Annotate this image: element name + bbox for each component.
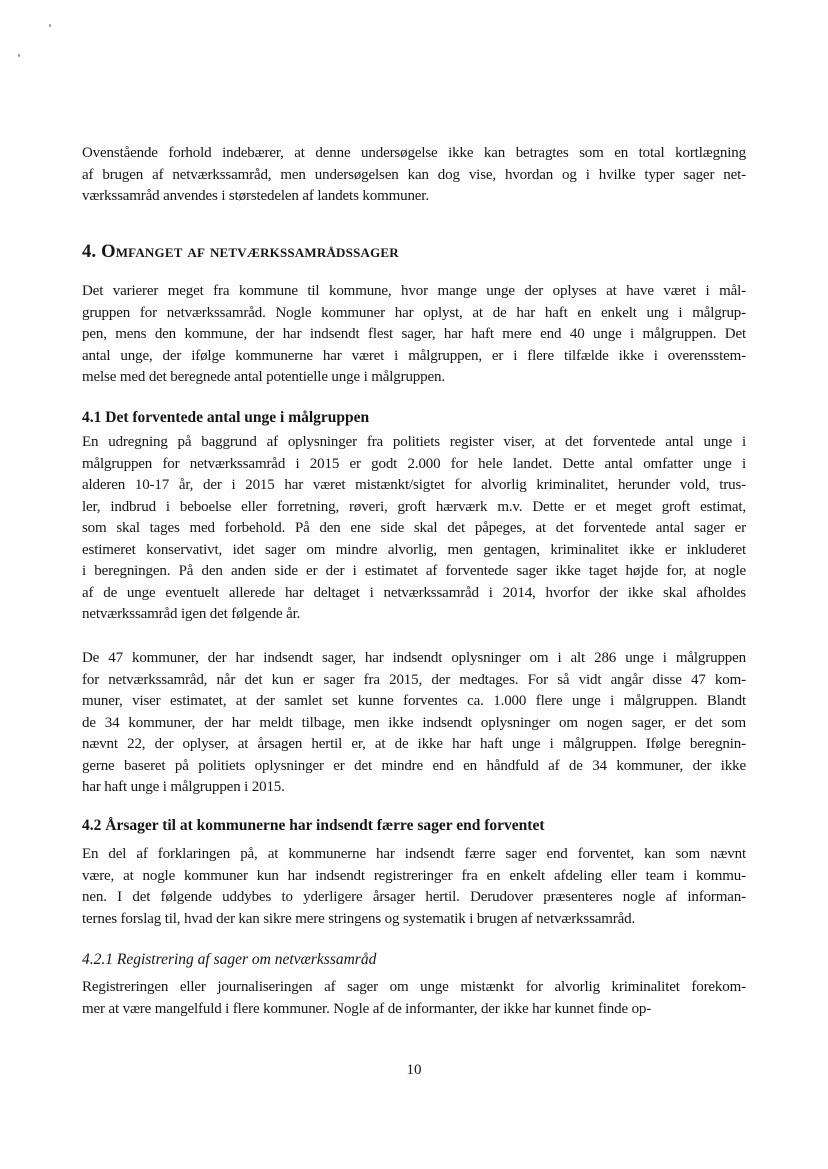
text-line: ler, indbrud i beboelse eller forretning, røveri, groft hærværk m.v. Dette er et meget groft estimat, (82, 498, 746, 515)
text-line: netværkssamråd igen det følgende år. (82, 606, 301, 622)
section-4-2-1-heading: 4.2.1 Registrering af sager om netværkssamråd (82, 951, 377, 968)
text-line: mer at være mangelfuld i flere kommuner. Nogle af de informanter, der ikke har kunnet finde op- (82, 1000, 652, 1017)
page-number: 10 (406, 1062, 422, 1078)
text-line: som skal tages med forbehold. På den ene side skal det påpeges, at det forventede antal sager er (82, 520, 746, 536)
text-line: værkssamråd anvendes i størstedelen af landets kommuner. (82, 188, 429, 204)
section-4-1-heading: 4.1 Det forventede antal unge i målgruppen (82, 409, 370, 426)
scan-artifact-speck (18, 54, 20, 57)
section-4-heading: 4. Omfanget af netværkssamrådssager (82, 242, 399, 262)
text-line: af de unge eventuelt allerede har deltaget i netværkssamråd i 2014, hvorfor der ikke skal afholdes (82, 584, 746, 601)
expected-count-paragraph (82, 432, 746, 626)
text-line: melse med det beregnede antal potentielle unge i målgruppen. (82, 369, 445, 385)
text-line: alderen 10-17 år, der i 2015 har været mistænkt/sigtet for alvorlig kriminalitet, herunder vold, trus- (82, 477, 746, 493)
intro-paragraph (82, 143, 746, 208)
text-line: ternes forslag til, hvad der kan sikre mere stringens og systematik i brugen af netværkssamråd. (82, 910, 636, 927)
registration-paragraph (82, 977, 746, 1020)
text-line: nen. I det følgende uddybes to yderligere årsager hertil. Derudover præsenteres nogle af informan- (82, 889, 746, 905)
text-line: være, at nogle kommuner kun har indsendt registreringer fra en enkelt afdeling eller team i kommu- (82, 867, 746, 884)
text-line: nævnt 22, der oplyser, at årsagen hertil er, at de ikke har haft unge i målgruppen. Ifølge beregnin- (82, 736, 746, 752)
page-footer (0, 1062, 828, 1079)
text-line: for netværkssamråd, når det kun er sager fra 2015, der medtages. For så vidt angår disse 47 kom- (82, 671, 746, 688)
text-line: gruppen for netværkssamråd. Nogle kommuner har oplyst, at de har haft en enkelt ung i målgrup- (82, 304, 746, 321)
text-line: har haft unge i målgruppen i 2015. (82, 779, 285, 795)
text-line: Det varierer meget fra kommune til kommune, hvor mange unge der oplyses at have været i mål- (82, 283, 746, 299)
target-group-variation-paragraph (82, 281, 746, 389)
text-line: En del af forklaringen på, at kommunerne har indsendt færre sager end forventet, kan som nævnt (82, 846, 746, 862)
text-line: de 34 kommuner, der har meldt tilbage, men ikke indsendt oplysninger om nogen sager, er det som (82, 714, 746, 731)
fewer-cases-reasons-paragraph (82, 844, 746, 930)
text-line: målgruppen for netværkssamråd i 2015 er godt 2.000 for hele landet. Dette antal omfatter unge i (82, 455, 746, 472)
text-line: En udregning på baggrund af oplysninger fra politiets register viser, at det forventede antal unge i (82, 434, 746, 450)
scan-artifact-speck (49, 24, 51, 27)
text-line: Registreringen eller journaliseringen af sager om unge mistænkt for alvorlig kriminalitet forekom- (82, 979, 746, 995)
text-line: estimeret konservativt, idet sager om mindre alvorlig, men gentagen, kriminalitet ikke er inkluderet (82, 541, 746, 558)
text-line: muner, viser estimatet, at der samlet set kunne forventes ca. 1.000 flere unge i målgruppen. Blandt (82, 693, 746, 709)
section-4-2-heading: 4.2 Årsager til at kommunerne har indsendt færre sager end forventet (82, 817, 545, 834)
text-line: De 47 kommuner, der har indsendt sager, har indsendt oplysninger om i alt 286 unge i målgruppen (82, 650, 746, 666)
text-line: gerne baseret på politiets oplysninger er det mindre end en håndfuld af de 34 kommuner, der ikke (82, 757, 746, 774)
text-line: af brugen af netværkssamråd, men undersøgelsen kan dog vise, hvordan og i hvilke typer sager net- (82, 166, 746, 183)
submitted-cases-paragraph (82, 648, 746, 799)
text-line: pen, mens den kommune, der har indsendt flest sager, har haft mere end 40 unge i målgruppen. Det (82, 326, 746, 342)
text-line: antal unge, der ifølge kommunerne har været i målgruppen, er i flere tilfælde ikke i overensstem- (82, 347, 746, 364)
text-line: i beregningen. På den anden side er der i estimatet af forventede sager ikke taget højde for, at nogle (82, 563, 746, 579)
text-line: Ovenstående forhold indebærer, at denne undersøgelse ikke kan betragtes som en total kortlægning (82, 145, 746, 161)
